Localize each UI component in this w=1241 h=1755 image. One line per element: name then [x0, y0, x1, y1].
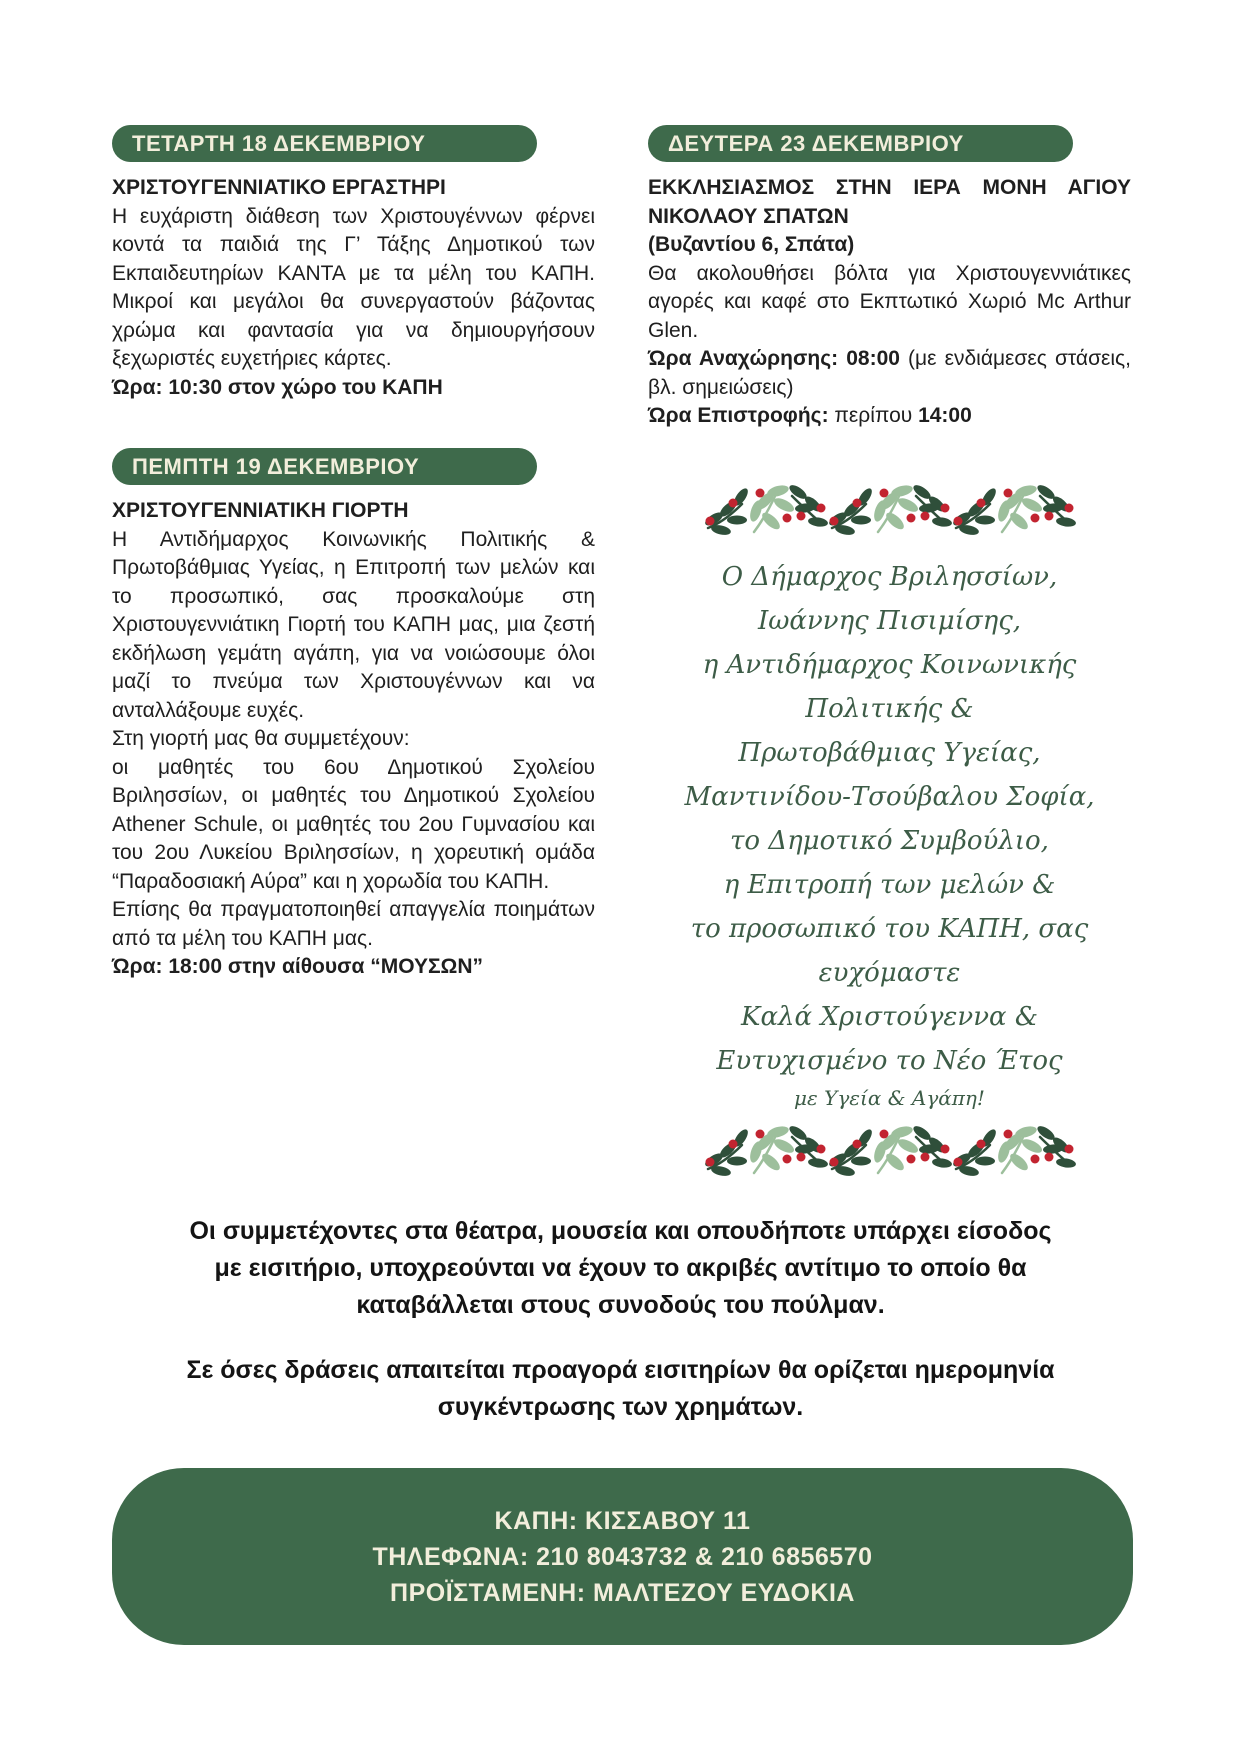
notice-line: συγκέντρωσης των χρημάτων. — [437, 1393, 804, 1421]
thursday-event-body-1: Η Αντιδήμαρχος Κοινωνικής Πολιτικής & Πρωτοβάθμιας Υγείας, η Επιτροπή των μελών και το προσωπικό, σας προσκαλούμε στη Χριστουγεννιάτικη Γιορτή του ΚΑΠΗ μας, μια ζεστή εκδήλωση γεμάτη αγάπη, για να νοιώσουμε όλοι μαζί το πνεύμα των Χριστουγέννων και να ανταλλάξουμε ευχές. — [112, 527, 595, 722]
banner-wednesday-18-december — [112, 125, 537, 162]
wishes-line: η Επιτροπή των μελών & — [723, 869, 1056, 900]
monday-event-body: Θα ακολουθήσει βόλτα για Χριστουγεννιάτικες αγορές και καφέ στο Εκπτωτικό Χωριό Mc Arthur Glen. — [648, 261, 1131, 342]
wishes-closing: με Υγεία & Αγάπη! — [794, 1085, 985, 1110]
garland-divider-bottom — [648, 1119, 1131, 1183]
wednesday-event-body: Η ευχάριστη διάθεση των Χριστουγέννων φέρνει κοντά τα παιδιά της Γ’ Τάξης Δημοτικού των Εκπαιδευτηρίων ΚΑΝΤΑ με τα μέλη του ΚΑΠΗ. Μικροί και μεγάλοι θα συνεργαστούν βάζοντας χρώμα και φαντασία για να δημιουργήσουν ξεχωριστές ευχετήριες κάρτες. — [112, 204, 595, 370]
right-column — [648, 125, 1131, 1183]
notice-paragraph-tickets — [110, 1213, 1131, 1324]
thursday-event-body-2: Στη γιορτή μας θα συμμετέχουν: — [112, 727, 410, 750]
notice-line: Σε όσες δράσεις απαιτείται προαγορά εισιτηρίων θα ορίζεται ημερομηνία — [186, 1356, 1055, 1384]
monday-event-subtitle: (Βυζαντίου 6, Σπάτα) — [648, 233, 855, 256]
footer-supervisor: ΠΡΟΪΣΤΑΜΕΝΗ: ΜΑΛΤΕΖΟΥ ΕΥΔΟΚΙΑ — [390, 1578, 855, 1607]
banner-thursday-19-december — [112, 448, 537, 485]
monday-return-time: 14:00 — [918, 404, 972, 427]
wishes-block — [648, 555, 1131, 1113]
banner-thursday-label: ΠΕΜΠΤΗ 19 ΔΕΚΕΜΒΡΙΟΥ — [132, 453, 420, 479]
garland-divider-top — [648, 478, 1131, 542]
monday-event-title: ΕΚΚΛΗΣΙΑΣΜΟΣ ΣΤΗΝ ΙΕΡΑ ΜΟΝΗ ΑΓΙΟΥ ΝΙΚΟΛΑΟΥ ΣΠΑΤΩΝ — [648, 176, 1131, 228]
wishes-line: Ο Δήμαρχος Βριλησσίων, — [721, 561, 1058, 592]
notice-paragraph-prepurchase — [110, 1352, 1131, 1426]
monday-return-line — [648, 402, 1131, 431]
banner-wednesday-label: ΤΕΤΑΡΤΗ 18 ΔΕΚΕΜΒΡΙΟΥ — [132, 130, 426, 156]
thursday-event-time: Ώρα: 18:00 στην αίθουσα “ΜΟΥΣΩΝ” — [112, 955, 484, 978]
wishes-line: η Αντιδήμαρχος Κοινωνικής Πολιτικής & — [702, 649, 1077, 724]
footer-phones: ΤΗΛΕΦΩΝΑ: 210 8043732 & 210 6856570 — [372, 1542, 873, 1571]
monday-departure-line — [648, 345, 1131, 402]
monday-return-mid: περίπου — [828, 404, 919, 427]
wishes-line: Μαντινίδου-Τσούβαλου Σοφία, — [684, 781, 1095, 812]
wednesday-event-time: Ώρα: 10:30 στον χώρο του ΚΑΠΗ — [112, 375, 443, 399]
notice-line: Οι συμμετέχοντες στα θέατρα, μουσεία και οπουδήποτε υπάρχει είσοδος — [189, 1217, 1052, 1245]
notice-section — [110, 1213, 1131, 1426]
notice-line: καταβάλλεται στους συνοδούς του πούλμαν. — [356, 1291, 885, 1319]
thursday-event-body-3: οι μαθητές του 6ου Δημοτικού Σχολείου Βριλησσίων, οι μαθητές του Δημοτικού Σχολείου Athener Schule, οι μαθητές του 2ου Γυμνασίου και του 2ου Λυκείου Βριλησσίων, η χορευτική ομάδα “Παραδοσιακή Αύρα” και η χορωδία του ΚΑΠΗ. — [112, 755, 595, 893]
footer-contact-banner — [112, 1468, 1133, 1645]
thursday-event-title: ΧΡΙΣΤΟΥΓΕΝΝΙΑΤΙΚΗ ΓΙΟΡΤΗ — [112, 499, 409, 522]
banner-monday-label: ΔΕΥΤΕΡΑ 23 ΔΕΚΕΜΒΡΙΟΥ — [668, 130, 964, 156]
wishes-line: Καλά Χριστούγεννα & — [741, 1001, 1038, 1032]
monday-departure-time: Ώρα Αναχώρησης: 08:00 — [648, 347, 900, 370]
banner-monday-23-december — [648, 125, 1073, 162]
garland-icon — [700, 1119, 1080, 1183]
left-column — [112, 125, 595, 982]
monday-departure-note: (με ενδιάμεσες στάσεις, βλ. σημειώσεις) — [648, 347, 1132, 399]
garland-icon — [700, 478, 1080, 542]
wishes-line: Ευτυχισμένο το Νέο Έτος — [716, 1045, 1063, 1076]
wishes-line: το Δημοτικό Συμβούλιο, — [730, 825, 1049, 856]
wishes-line: Ιωάννης Πισιμίσης, — [757, 605, 1022, 636]
footer-address: ΚΑΠΗ: ΚΙΣΣΑΒΟΥ 11 — [494, 1506, 751, 1535]
notice-line: με εισιτήριο, υποχρεούνται να έχουν το ακριβές αντίτιμο το οποίο θα — [214, 1254, 1027, 1282]
thursday-event-body-4: Επίσης θα πραγματοποιηθεί απαγγελία ποιημάτων από τα μέλη του ΚΑΠΗ μας. — [112, 898, 595, 950]
wednesday-event-title: ΧΡΙΣΤΟΥΓΕΝΝΙΑΤΙΚΟ ΕΡΓΑΣΤΗΡΙ — [112, 176, 446, 199]
wishes-line: το προσωπικό του ΚΑΠΗ, σας ευχόμαστε — [690, 913, 1089, 988]
monday-return-label: Ώρα Επιστροφής: — [648, 404, 829, 427]
wishes-line: Πρωτοβάθμιας Υγείας, — [738, 737, 1041, 768]
